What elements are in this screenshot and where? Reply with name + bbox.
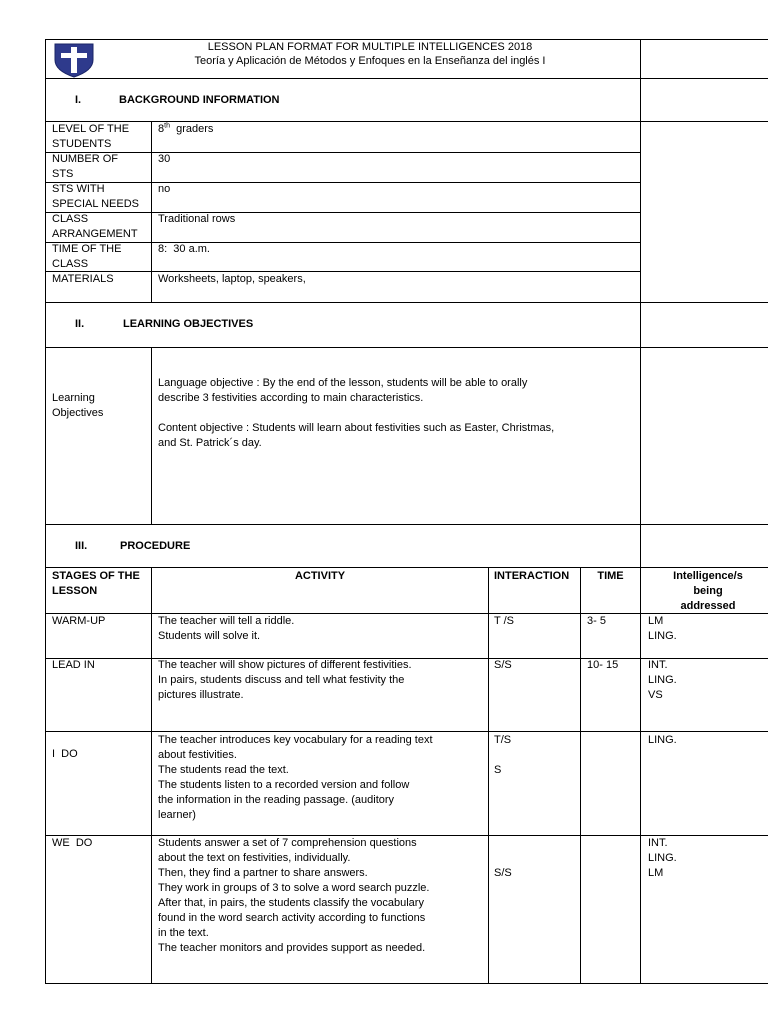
row-divider <box>45 302 768 303</box>
document-subtitle: Teoría y Aplicación de Métodos y Enfoques en la Enseñanza del inglés I <box>194 55 546 67</box>
stage-intelligence: INT. LING. LM <box>648 837 677 879</box>
row-divider <box>45 731 768 732</box>
row-divider <box>45 78 768 79</box>
stage-interaction: S/S <box>494 867 512 879</box>
field-value-special-needs: no <box>158 183 171 195</box>
field-value-materials: Worksheets, laptop, speakers, <box>158 273 306 285</box>
section-title: PROCEDURE <box>120 540 191 552</box>
column-divider <box>488 567 489 984</box>
column-divider <box>640 39 641 984</box>
column-header-time: TIME <box>597 570 624 582</box>
column-divider <box>151 347 152 525</box>
column-header-activity: ACTIVITY <box>294 570 346 582</box>
field-label-time: TIME OF THE CLASS <box>52 243 122 270</box>
field-value-number-of-students: 30 <box>158 153 171 165</box>
stage-interaction: S/S <box>494 659 512 671</box>
field-label-special-needs: STS WITH SPECIAL NEEDS <box>52 183 140 210</box>
row-divider <box>45 567 768 568</box>
field-value-class-arrangement: Traditional rows <box>158 213 236 225</box>
section-number: II. <box>75 318 85 330</box>
stage-name: LEAD IN <box>52 659 95 671</box>
row-divider <box>45 524 768 525</box>
column-divider <box>580 567 581 984</box>
stage-name: WE DO <box>52 837 93 849</box>
stage-intelligence: INT. LING. VS <box>648 659 677 701</box>
university-shield-logo <box>52 42 96 78</box>
stage-interaction: T/S S <box>494 734 512 776</box>
field-label-class-arrangement: CLASS ARRANGEMENT <box>52 213 138 240</box>
field-label-level: LEVEL OF THE STUDENTS <box>52 123 130 150</box>
stage-interaction: T /S <box>494 615 514 627</box>
field-value-time: 8: 30 a.m. <box>158 243 210 255</box>
column-header-stages: STAGES OF THE LESSON <box>52 570 140 597</box>
stage-name: I DO <box>52 748 78 760</box>
language-objective: Language objective : By the end of the lesson, students will be able to orally describe 3 festivities according to main characteristics. <box>158 377 528 404</box>
column-header-intelligence: Intelligence/s being addressed <box>673 570 743 612</box>
stage-intelligence: LM LING. <box>648 615 677 642</box>
stage-intelligence: LING. <box>648 734 677 746</box>
field-label-number-of-students: NUMBER OF STS <box>52 153 118 180</box>
objectives-label: Learning Objectives <box>52 392 104 419</box>
section-number: III. <box>75 540 88 552</box>
document-title: LESSON PLAN FORMAT FOR MULTIPLE INTELLIGENCES 2018 <box>207 41 533 53</box>
row-divider <box>45 271 640 272</box>
section-title: LEARNING OBJECTIVES <box>123 318 254 330</box>
stage-name: WARM-UP <box>52 615 106 627</box>
stage-activity: Students answer a set of 7 comprehension questions about the text on festivities, individually. Then, they find a partner to share answers. They work in groups of 3 to solve a word search puzzle. After that, in pairs, the students classify the vocabulary found in the word search activity according to functions in the text. The teacher monitors and provides support as needed. <box>158 837 430 954</box>
column-divider <box>151 121 152 303</box>
stage-activity: The teacher introduces key vocabulary for a reading text about festivities. The students read the text. The students listen to a recorded version and follow the information in the reading passage. (auditory learner) <box>158 734 433 821</box>
field-value-level: 8th graders <box>158 122 214 135</box>
stage-time: 10- 15 <box>587 659 619 671</box>
stage-activity: The teacher will show pictures of different festivities. In pairs, students discuss and tell what festivity the pictures illustrate. <box>158 659 412 701</box>
section-number: I. <box>75 94 82 106</box>
table-border-left <box>45 39 46 984</box>
column-header-interaction: INTERACTION <box>494 570 570 582</box>
stage-activity: The teacher will tell a riddle. Students will solve it. <box>158 615 295 642</box>
row-divider <box>45 347 768 348</box>
field-label-materials: MATERIALS <box>52 273 114 285</box>
row-divider <box>45 121 768 122</box>
content-objective: Content objective : Students will learn about festivities such as Easter, Christmas, and St. Patrick´s day. <box>158 422 555 449</box>
row-divider <box>45 242 640 243</box>
stage-time: 3- 5 <box>587 615 606 627</box>
section-title: BACKGROUND INFORMATION <box>119 94 280 106</box>
table-border-bottom <box>45 983 768 984</box>
row-divider <box>45 152 640 153</box>
column-divider <box>151 567 152 984</box>
